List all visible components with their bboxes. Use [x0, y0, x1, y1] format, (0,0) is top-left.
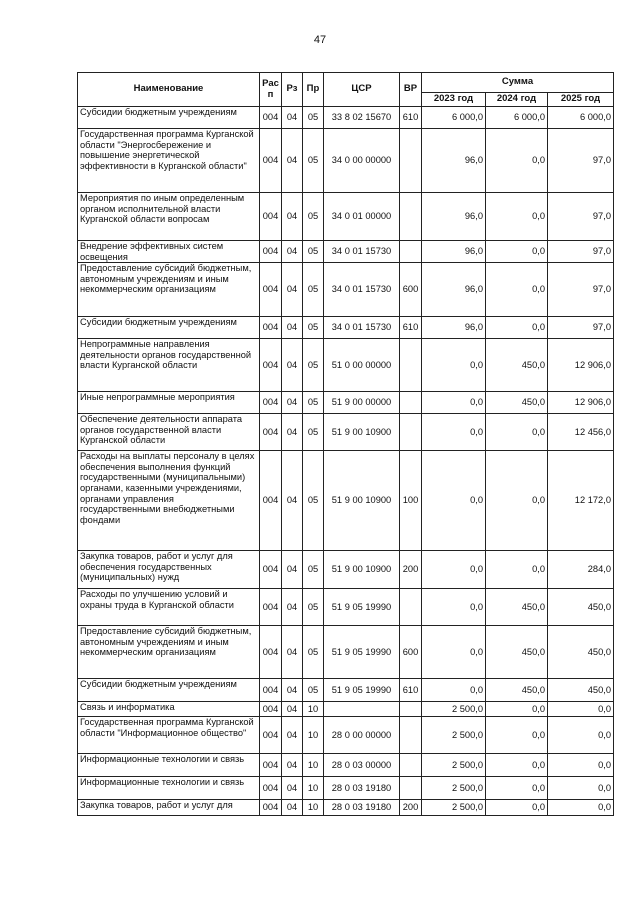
cell-2024: 450,0 [486, 679, 548, 702]
cell-rz: 04 [282, 193, 303, 241]
table-row [78, 317, 614, 339]
cell-name: Информационные технологии и связь [78, 777, 260, 800]
cell-2023: 96,0 [422, 129, 486, 193]
cell-vr [400, 702, 422, 717]
cell-vr [400, 777, 422, 800]
cell-2023: 96,0 [422, 317, 486, 339]
cell-name: Информационные технологии и связь [78, 754, 260, 777]
cell-pr: 10 [303, 702, 324, 717]
cell-pr: 05 [303, 263, 324, 317]
cell-csr: 34 0 01 15730 [324, 317, 400, 339]
header-2024: 2024 год [486, 93, 548, 107]
cell-ras: 004 [260, 451, 282, 551]
cell-2025: 0,0 [548, 777, 614, 800]
header-sum: Сумма [422, 73, 614, 93]
cell-2023: 0,0 [422, 392, 486, 414]
cell-ras: 004 [260, 717, 282, 754]
table-row [78, 414, 614, 451]
cell-name: Внедрение эффективных систем освещения [78, 241, 260, 263]
cell-rz: 04 [282, 129, 303, 193]
cell-rz: 04 [282, 339, 303, 392]
cell-2023: 0,0 [422, 589, 486, 626]
cell-2025: 450,0 [548, 626, 614, 679]
cell-2023: 0,0 [422, 339, 486, 392]
cell-2025: 97,0 [548, 263, 614, 317]
table-row [78, 589, 614, 626]
cell-pr: 05 [303, 551, 324, 589]
table-row [78, 754, 614, 777]
cell-name: Субсидии бюджетным учреждениям [78, 679, 260, 702]
cell-2025: 97,0 [548, 193, 614, 241]
cell-2024: 0,0 [486, 193, 548, 241]
cell-rz: 04 [282, 317, 303, 339]
cell-csr: 51 9 00 00000 [324, 392, 400, 414]
cell-2023: 0,0 [422, 414, 486, 451]
cell-pr: 05 [303, 129, 324, 193]
cell-2025: 0,0 [548, 800, 614, 816]
cell-2024: 6 000,0 [486, 107, 548, 129]
cell-pr: 10 [303, 777, 324, 800]
cell-vr: 610 [400, 679, 422, 702]
cell-vr [400, 339, 422, 392]
cell-2023: 0,0 [422, 679, 486, 702]
cell-2024: 0,0 [486, 241, 548, 263]
cell-vr [400, 414, 422, 451]
cell-2024: 450,0 [486, 339, 548, 392]
cell-pr: 05 [303, 679, 324, 702]
cell-2025: 97,0 [548, 129, 614, 193]
cell-name: Государственная программа Курганской области "Энергосбережение и повышение энергетической эффективности в Курганской области" [78, 129, 260, 193]
cell-name: Закупка товаров, работ и услуг для [78, 800, 260, 816]
cell-2024: 0,0 [486, 317, 548, 339]
cell-2024: 450,0 [486, 626, 548, 679]
cell-csr: 28 0 03 19180 [324, 800, 400, 816]
cell-name: Иные непрограммные мероприятия [78, 392, 260, 414]
cell-pr: 05 [303, 626, 324, 679]
cell-2025: 12 456,0 [548, 414, 614, 451]
cell-vr [400, 754, 422, 777]
table-row [78, 551, 614, 589]
table-row [78, 107, 614, 129]
cell-csr: 51 9 05 19990 [324, 589, 400, 626]
cell-csr: 51 9 05 19990 [324, 679, 400, 702]
cell-2025: 0,0 [548, 754, 614, 777]
cell-pr: 05 [303, 392, 324, 414]
cell-name: Предоставление субсидий бюджетным, автономным учреждениям и иным некоммерческим организациям [78, 626, 260, 679]
cell-csr: 51 9 05 19990 [324, 626, 400, 679]
cell-pr: 05 [303, 107, 324, 129]
cell-name: Связь и информатика [78, 702, 260, 717]
cell-2025: 0,0 [548, 702, 614, 717]
header-ras: Рас п [260, 73, 282, 107]
cell-rz: 04 [282, 626, 303, 679]
cell-csr: 34 0 00 00000 [324, 129, 400, 193]
table-row [78, 241, 614, 263]
cell-2024: 0,0 [486, 717, 548, 754]
cell-ras: 004 [260, 702, 282, 717]
cell-pr: 10 [303, 800, 324, 816]
cell-2024: 0,0 [486, 129, 548, 193]
cell-2024: 0,0 [486, 451, 548, 551]
cell-2023: 96,0 [422, 241, 486, 263]
cell-pr: 10 [303, 717, 324, 754]
cell-ras: 004 [260, 339, 282, 392]
cell-csr: 34 0 01 00000 [324, 193, 400, 241]
cell-2025: 12 172,0 [548, 451, 614, 551]
cell-name: Государственная программа Курганской области "Информационное общество" [78, 717, 260, 754]
header-pr: Пр [303, 73, 324, 107]
table-row [78, 717, 614, 754]
cell-rz: 04 [282, 800, 303, 816]
cell-rz: 04 [282, 702, 303, 717]
cell-csr: 28 0 03 00000 [324, 754, 400, 777]
cell-ras: 004 [260, 129, 282, 193]
cell-ras: 004 [260, 551, 282, 589]
cell-2024: 0,0 [486, 551, 548, 589]
cell-2024: 0,0 [486, 702, 548, 717]
cell-rz: 04 [282, 451, 303, 551]
cell-2023: 0,0 [422, 451, 486, 551]
header-2025: 2025 год [548, 93, 614, 107]
cell-name: Субсидии бюджетным учреждениям [78, 317, 260, 339]
cell-2024: 0,0 [486, 754, 548, 777]
cell-name: Мероприятия по иным определенным органом исполнительной власти Курганской области вопросам [78, 193, 260, 241]
cell-ras: 004 [260, 263, 282, 317]
cell-pr: 10 [303, 754, 324, 777]
cell-ras: 004 [260, 626, 282, 679]
cell-vr: 600 [400, 263, 422, 317]
page-number: 47 [313, 34, 327, 46]
cell-2023: 2 500,0 [422, 754, 486, 777]
cell-rz: 04 [282, 589, 303, 626]
cell-rz: 04 [282, 241, 303, 263]
cell-csr: 51 0 00 00000 [324, 339, 400, 392]
table-row [78, 800, 614, 816]
cell-name: Расходы на выплаты персоналу в целях обеспечения выполнения функций государственными (муниципальными) органами, казенными учреждениями, органами управления государственными внебюджетными фондами [78, 451, 260, 551]
cell-name: Субсидии бюджетным учреждениям [78, 107, 260, 129]
budget-table [77, 72, 614, 816]
table-row [78, 777, 614, 800]
cell-2023: 6 000,0 [422, 107, 486, 129]
cell-2025: 6 000,0 [548, 107, 614, 129]
cell-ras: 004 [260, 589, 282, 626]
cell-ras: 004 [260, 392, 282, 414]
cell-rz: 04 [282, 107, 303, 129]
cell-vr: 200 [400, 551, 422, 589]
cell-rz: 04 [282, 263, 303, 317]
cell-2023: 0,0 [422, 551, 486, 589]
header-2023: 2023 год [422, 93, 486, 107]
cell-vr [400, 193, 422, 241]
cell-name: Обеспечение деятельности аппарата органов государственной власти Курганской области [78, 414, 260, 451]
table-row [78, 339, 614, 392]
cell-2023: 96,0 [422, 263, 486, 317]
cell-pr: 05 [303, 241, 324, 263]
cell-rz: 04 [282, 777, 303, 800]
table-row [78, 702, 614, 717]
cell-pr: 05 [303, 317, 324, 339]
cell-rz: 04 [282, 717, 303, 754]
cell-2025: 450,0 [548, 589, 614, 626]
cell-name: Расходы по улучшению условий и охраны труда в Курганской области [78, 589, 260, 626]
cell-vr: 200 [400, 800, 422, 816]
cell-vr: 100 [400, 451, 422, 551]
table-row [78, 392, 614, 414]
cell-csr: 28 0 00 00000 [324, 717, 400, 754]
budget-table-body [78, 107, 614, 816]
cell-csr: 51 9 00 10900 [324, 451, 400, 551]
cell-vr: 610 [400, 107, 422, 129]
cell-pr: 05 [303, 414, 324, 451]
cell-2025: 12 906,0 [548, 339, 614, 392]
cell-2023: 2 500,0 [422, 800, 486, 816]
cell-2025: 0,0 [548, 717, 614, 754]
cell-2025: 97,0 [548, 317, 614, 339]
table-row [78, 626, 614, 679]
table-row [78, 679, 614, 702]
cell-name: Непрограммные направления деятельности органов государственной власти Курганской области [78, 339, 260, 392]
cell-2023: 2 500,0 [422, 717, 486, 754]
cell-2023: 2 500,0 [422, 777, 486, 800]
cell-ras: 004 [260, 777, 282, 800]
cell-rz: 04 [282, 414, 303, 451]
cell-2023: 2 500,0 [422, 702, 486, 717]
cell-2024: 450,0 [486, 392, 548, 414]
cell-2024: 0,0 [486, 414, 548, 451]
cell-rz: 04 [282, 551, 303, 589]
cell-vr [400, 392, 422, 414]
cell-ras: 004 [260, 414, 282, 451]
header-csr: ЦСР [324, 73, 400, 107]
cell-2023: 96,0 [422, 193, 486, 241]
cell-rz: 04 [282, 679, 303, 702]
cell-name: Предоставление субсидий бюджетным, автономным учреждениям и иным некоммерческим организациям [78, 263, 260, 317]
cell-2024: 0,0 [486, 800, 548, 816]
cell-vr [400, 241, 422, 263]
cell-vr: 600 [400, 626, 422, 679]
table-row [78, 193, 614, 241]
cell-ras: 004 [260, 107, 282, 129]
cell-csr: 51 9 00 10900 [324, 551, 400, 589]
cell-csr: 28 0 03 19180 [324, 777, 400, 800]
header-name: Наименование [78, 73, 260, 107]
cell-pr: 05 [303, 193, 324, 241]
table-row [78, 129, 614, 193]
header-rz: Рз [282, 73, 303, 107]
cell-vr [400, 129, 422, 193]
table-row [78, 263, 614, 317]
cell-2023: 0,0 [422, 626, 486, 679]
cell-2025: 12 906,0 [548, 392, 614, 414]
cell-csr: 34 0 01 15730 [324, 241, 400, 263]
cell-pr: 05 [303, 339, 324, 392]
cell-2024: 450,0 [486, 589, 548, 626]
cell-ras: 004 [260, 679, 282, 702]
cell-csr: 34 0 01 15730 [324, 263, 400, 317]
cell-ras: 004 [260, 800, 282, 816]
cell-vr: 610 [400, 317, 422, 339]
cell-ras: 004 [260, 754, 282, 777]
cell-csr: 33 8 02 15670 [324, 107, 400, 129]
cell-name: Закупка товаров, работ и услуг для обеспечения государственных (муниципальных) нужд [78, 551, 260, 589]
table-row [78, 451, 614, 551]
cell-2025: 284,0 [548, 551, 614, 589]
cell-ras: 004 [260, 193, 282, 241]
header-vr: ВР [400, 73, 422, 107]
cell-2025: 450,0 [548, 679, 614, 702]
cell-vr [400, 589, 422, 626]
cell-2024: 0,0 [486, 263, 548, 317]
cell-2025: 97,0 [548, 241, 614, 263]
cell-pr: 05 [303, 589, 324, 626]
cell-csr [324, 702, 400, 717]
cell-ras: 004 [260, 241, 282, 263]
cell-ras: 004 [260, 317, 282, 339]
cell-pr: 05 [303, 451, 324, 551]
cell-2024: 0,0 [486, 777, 548, 800]
cell-rz: 04 [282, 754, 303, 777]
cell-csr: 51 9 00 10900 [324, 414, 400, 451]
cell-vr [400, 717, 422, 754]
cell-rz: 04 [282, 392, 303, 414]
